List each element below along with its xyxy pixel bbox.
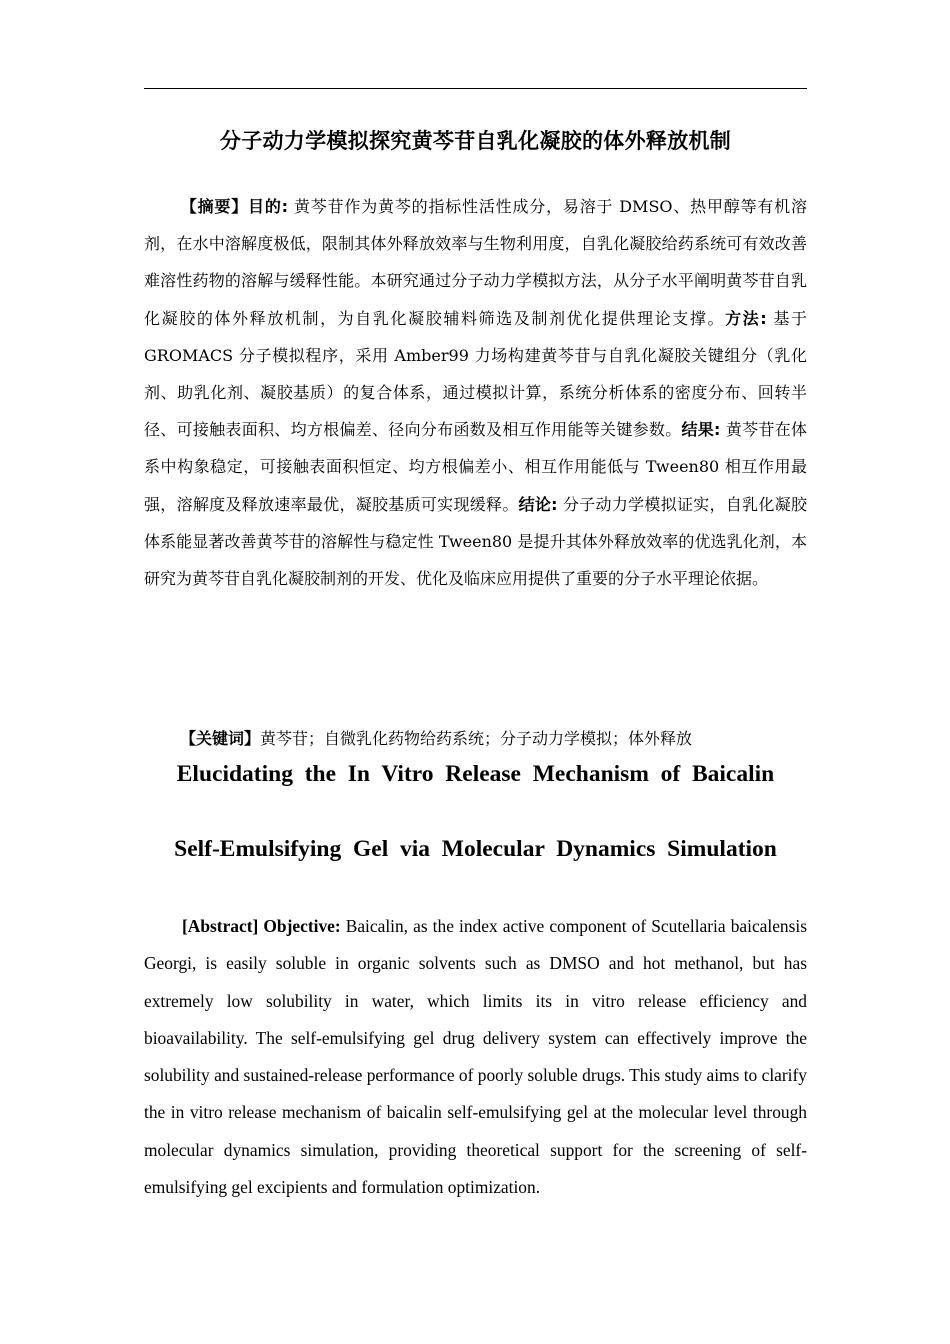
english-title-line1: Elucidating the In Vitro Release Mechanism of Baicalin xyxy=(176,761,775,787)
en-abstract-label: [Abstract] xyxy=(182,916,259,936)
english-abstract xyxy=(144,908,807,1206)
conclusion-label: 结论: xyxy=(518,494,558,514)
header-rule xyxy=(144,88,807,89)
english-title xyxy=(144,756,807,868)
objective-text: 黄芩苷作为黄芩的指标性活性成分，易溶于 DMSO、热甲醇等有机溶剂，在水中溶解度极低，限制其体外释放效率与生物利用度，自乳化凝胶给药系统可有效改善难溶性药物的溶解与缓释性能。本研究通过分子动力学模拟方法，从分子水平阐明黄芩苷自乳化凝胶的体外释放机制，为自乳化凝胶辅料筛选及制剂优化提供理论支撑。 xyxy=(144,197,807,328)
methods-label: 方法: xyxy=(725,308,767,328)
results-text: 黄芩苷在体系中构象稳定，可接触表面积恒定、均方根偏差小、相互作用能低与 Tween80 相互作用最强，溶解度及释放速率最优，凝胶基质可实现缓释。 xyxy=(144,420,807,514)
conclusion-text: 分子动力学模拟证实，自乳化凝胶体系能显著改善黄芩苷的溶解性与稳定性 Tween80 是提升其体外释放效率的优选乳化剂，本研究为黄芩苷自乳化凝胶制剂的开发、优化及临床应用提供了重要的分子水平理论依据。 xyxy=(144,494,807,589)
en-objective-text: Baicalin, as the index active component of Scutellaria baicalensis Georgi, is easily soluble in organic solvents such as DMSO and hot methanol, but has extremely low solubility in water, which limits its in vitro release efficiency and bioavailability. The self-emulsifying gel drug delivery system can effectively improve the solubility and sustained-release performance of poorly soluble drugs. This study aims to clarify the in vitro release mechanism of baicalin self-emulsifying gel at the molecular level through molecular dynamics simulation, providing theoretical support for the screening of self-emulsifying gel excipients and formulation optimization. xyxy=(144,916,807,1198)
keywords-text: 黄芩苷；自微乳化药物给药系统；分子动力学模拟；体外释放 xyxy=(260,729,693,748)
methods-text: 基于 GROMACS 分子模拟程序，采用 Amber99 力场构建黄芩苷与自乳化凝胶关键组分（乳化剂、助乳化剂、凝胶基质）的复合体系，通过模拟计算，系统分析体系的密度分布、回转半径、可接触表面积、均方根偏差、径向分布函数及相互作用能等关键参数。 xyxy=(144,308,807,440)
results-label: 结果: xyxy=(681,420,721,440)
abstract-label: 【摘要】 xyxy=(180,197,249,216)
keywords-label: 【关键词】 xyxy=(180,729,261,748)
chinese-keywords xyxy=(144,722,807,756)
chinese-abstract xyxy=(144,188,807,597)
en-objective-label: Objective: xyxy=(263,916,341,936)
chinese-title: 分子动力学模拟探究黄芩苷自乳化凝胶的体外释放机制 xyxy=(219,129,732,153)
objective-label: 目的: xyxy=(248,197,289,216)
english-title-line2: Self-Emulsifying Gel via Molecular Dynamics Simulation xyxy=(174,836,777,862)
